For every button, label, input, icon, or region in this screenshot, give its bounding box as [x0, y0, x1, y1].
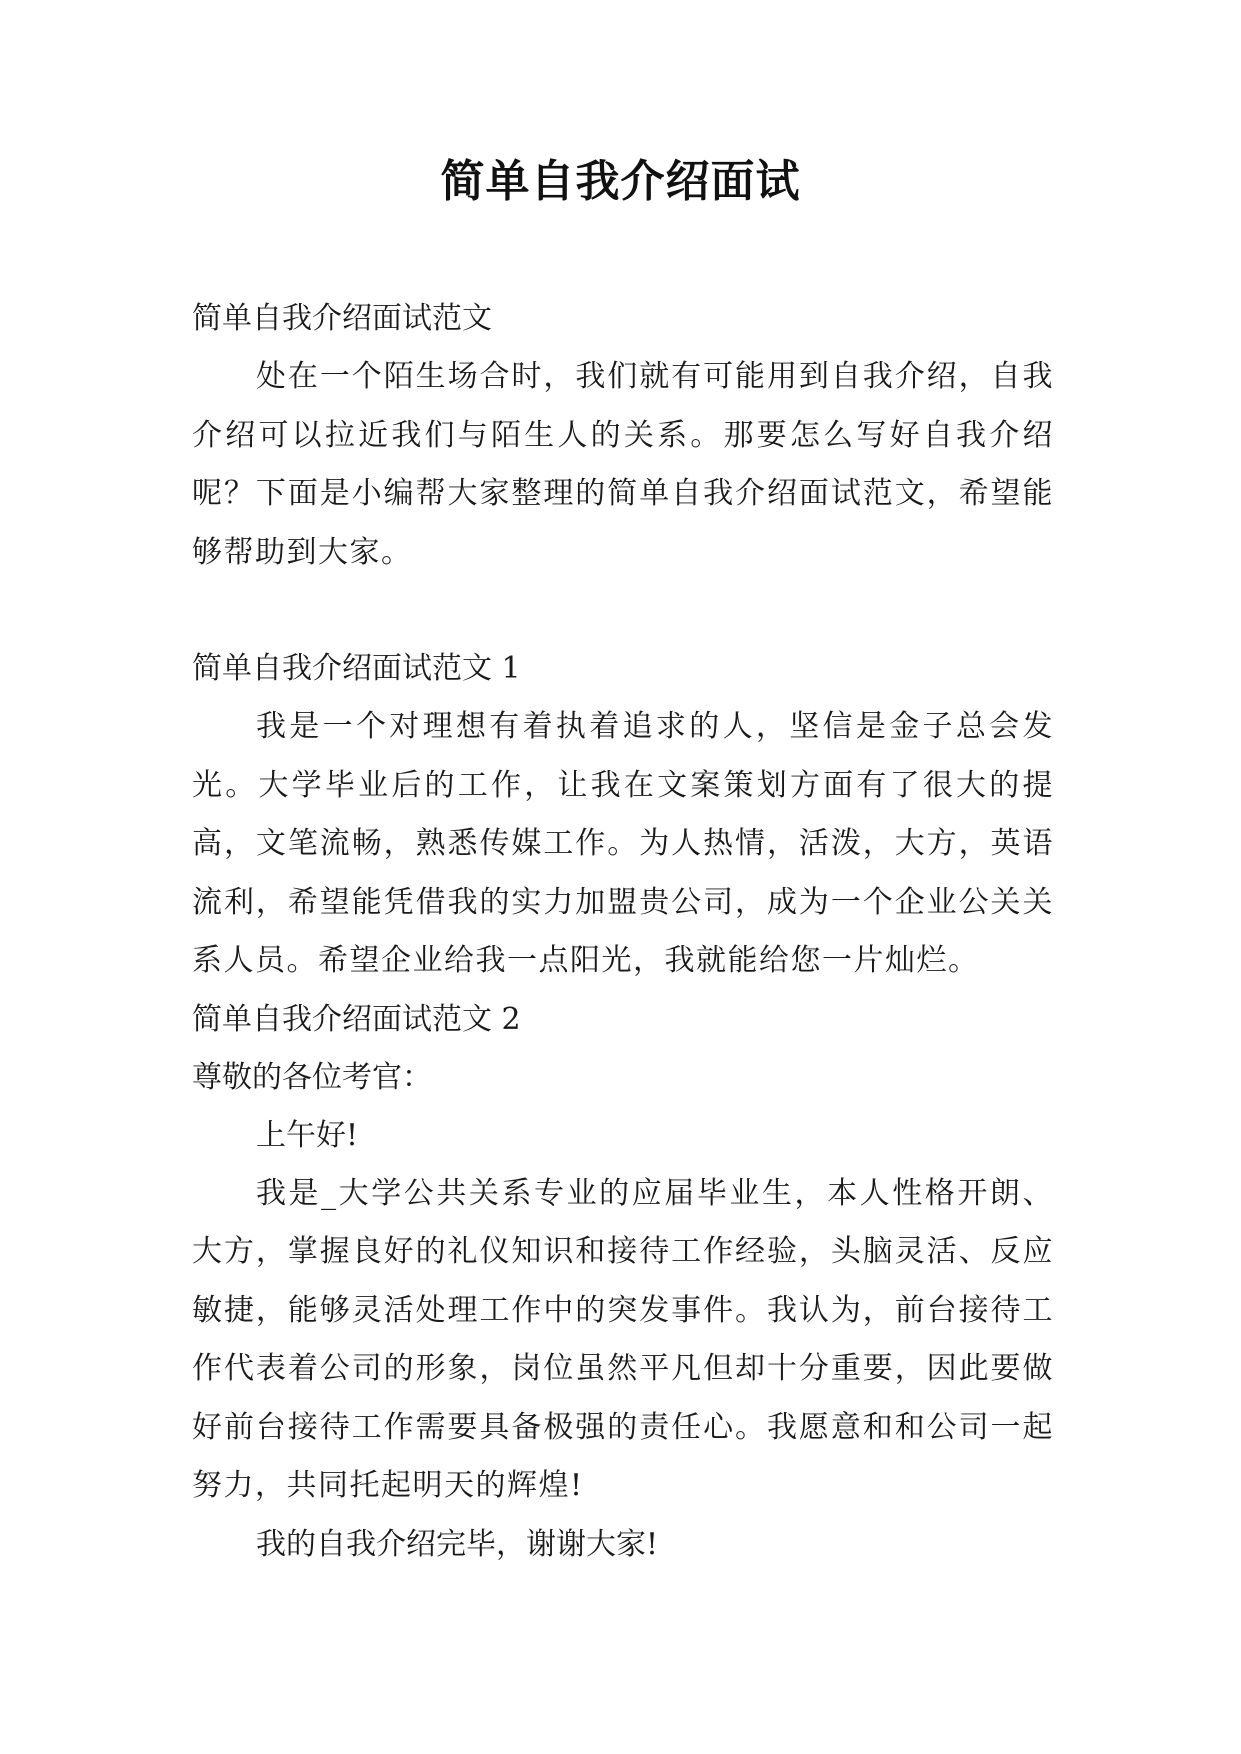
section1-paragraph: 我是一个对理想有着执着追求的人，坚信是金子总会发光。大学毕业后的工作，让我在文案策划方面有了很大的提高，文笔流畅，熟悉传媒工作。为人热情，活泼，大方，英语流利，希望能凭借我的实力加盟贵公司，成为一个企业公关关系人员。希望企业给我一点阳光，我就能给您一片灿烂。: [192, 709, 1054, 978]
section-spacer: [192, 582, 1054, 640]
section2-salutation: 尊敬的各位考官：: [192, 1059, 432, 1095]
intro-heading: 简单自我介绍面试范文: [192, 301, 492, 336]
section2-heading: 简单自我介绍面试范文 2: [192, 1001, 521, 1037]
document-body: [192, 290, 1054, 1574]
document-title: 简单自我介绍面试: [440, 156, 801, 207]
section2-paragraph: 我是_大学公共关系专业的应届毕业生，本人性格开朗、大方，掌握良好的礼仪知识和接待工作经验，头脑灵活、反应敏捷，能够灵活处理工作中的突发事件。我认为，前台接待工作代表着公司的形象，岗位虽然平凡但却十分重要，因此要做好前台接待工作需要具备极强的责任心。我愿意和和公司一起努力，共同托起明天的辉煌!: [192, 1175, 1054, 1503]
intro-paragraph: 处在一个陌生场合时，我们就有可能用到自我介绍，自我介绍可以拉近我们与陌生人的关系。那要怎么写好自我介绍呢？下面是小编帮大家整理的简单自我介绍面试范文，希望能够帮助到大家。: [192, 359, 1054, 570]
section2-closing: 我的自我介绍完毕，谢谢大家!: [256, 1526, 659, 1562]
section1-heading: 简单自我介绍面试范文 1: [192, 651, 521, 686]
section2-greeting: 上午好!: [256, 1117, 359, 1153]
